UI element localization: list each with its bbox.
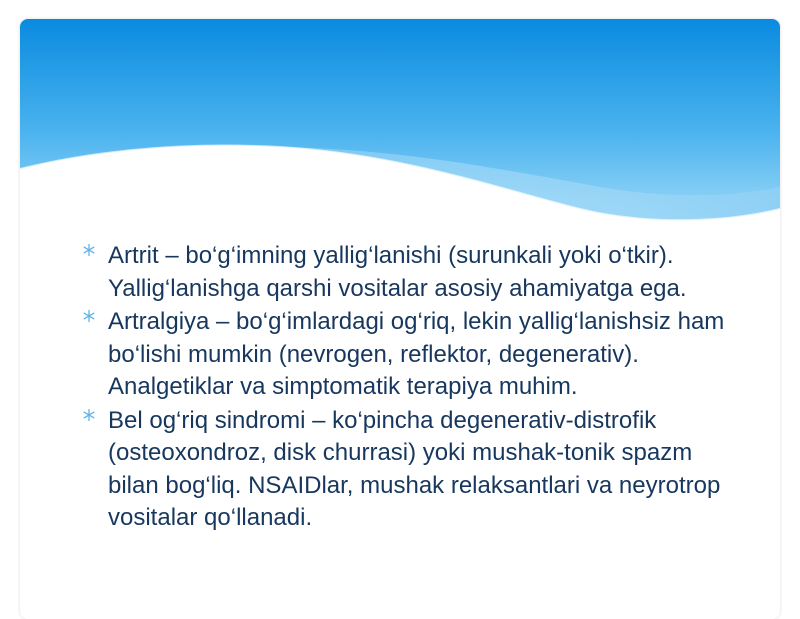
asterisk-bullet-icon — [82, 408, 96, 422]
header-wave-background — [20, 19, 780, 229]
asterisk-bullet-icon — [82, 243, 96, 257]
asterisk-bullet-icon — [82, 309, 96, 323]
bullet-text: Artralgiya – bo‘g‘imlardagi og‘riq, lekin yallig‘lanishsiz ham bo‘lishi mumkin (nevrogen, reflektor, degenerativ). Analgetiklar va simptomatik terapiya muhim. — [108, 308, 725, 400]
slide — [20, 19, 780, 619]
bullet-text: Bel og‘riq sindromi – ko‘pincha degenerativ-distrofik (osteoxondroz, disk churrasi) yoki mushak-tonik spazm bilan bog‘liq. NSAIDlar, mushak relaksantlari va neyrotrop vositalar qo‘llanadi. — [108, 406, 721, 531]
bullet-text: Artrit – bo‘g‘imning yallig‘lanishi (surunkali yoki o‘tkir). Yallig‘lanishga qarshi vositalar asosiy ahamiyatga ega. — [108, 242, 687, 302]
bullet-list — [82, 240, 732, 536]
bullet-item-artrit — [82, 240, 732, 305]
bullet-item-artralgiya — [82, 306, 732, 404]
bullet-item-bel-ogriq — [82, 405, 732, 535]
